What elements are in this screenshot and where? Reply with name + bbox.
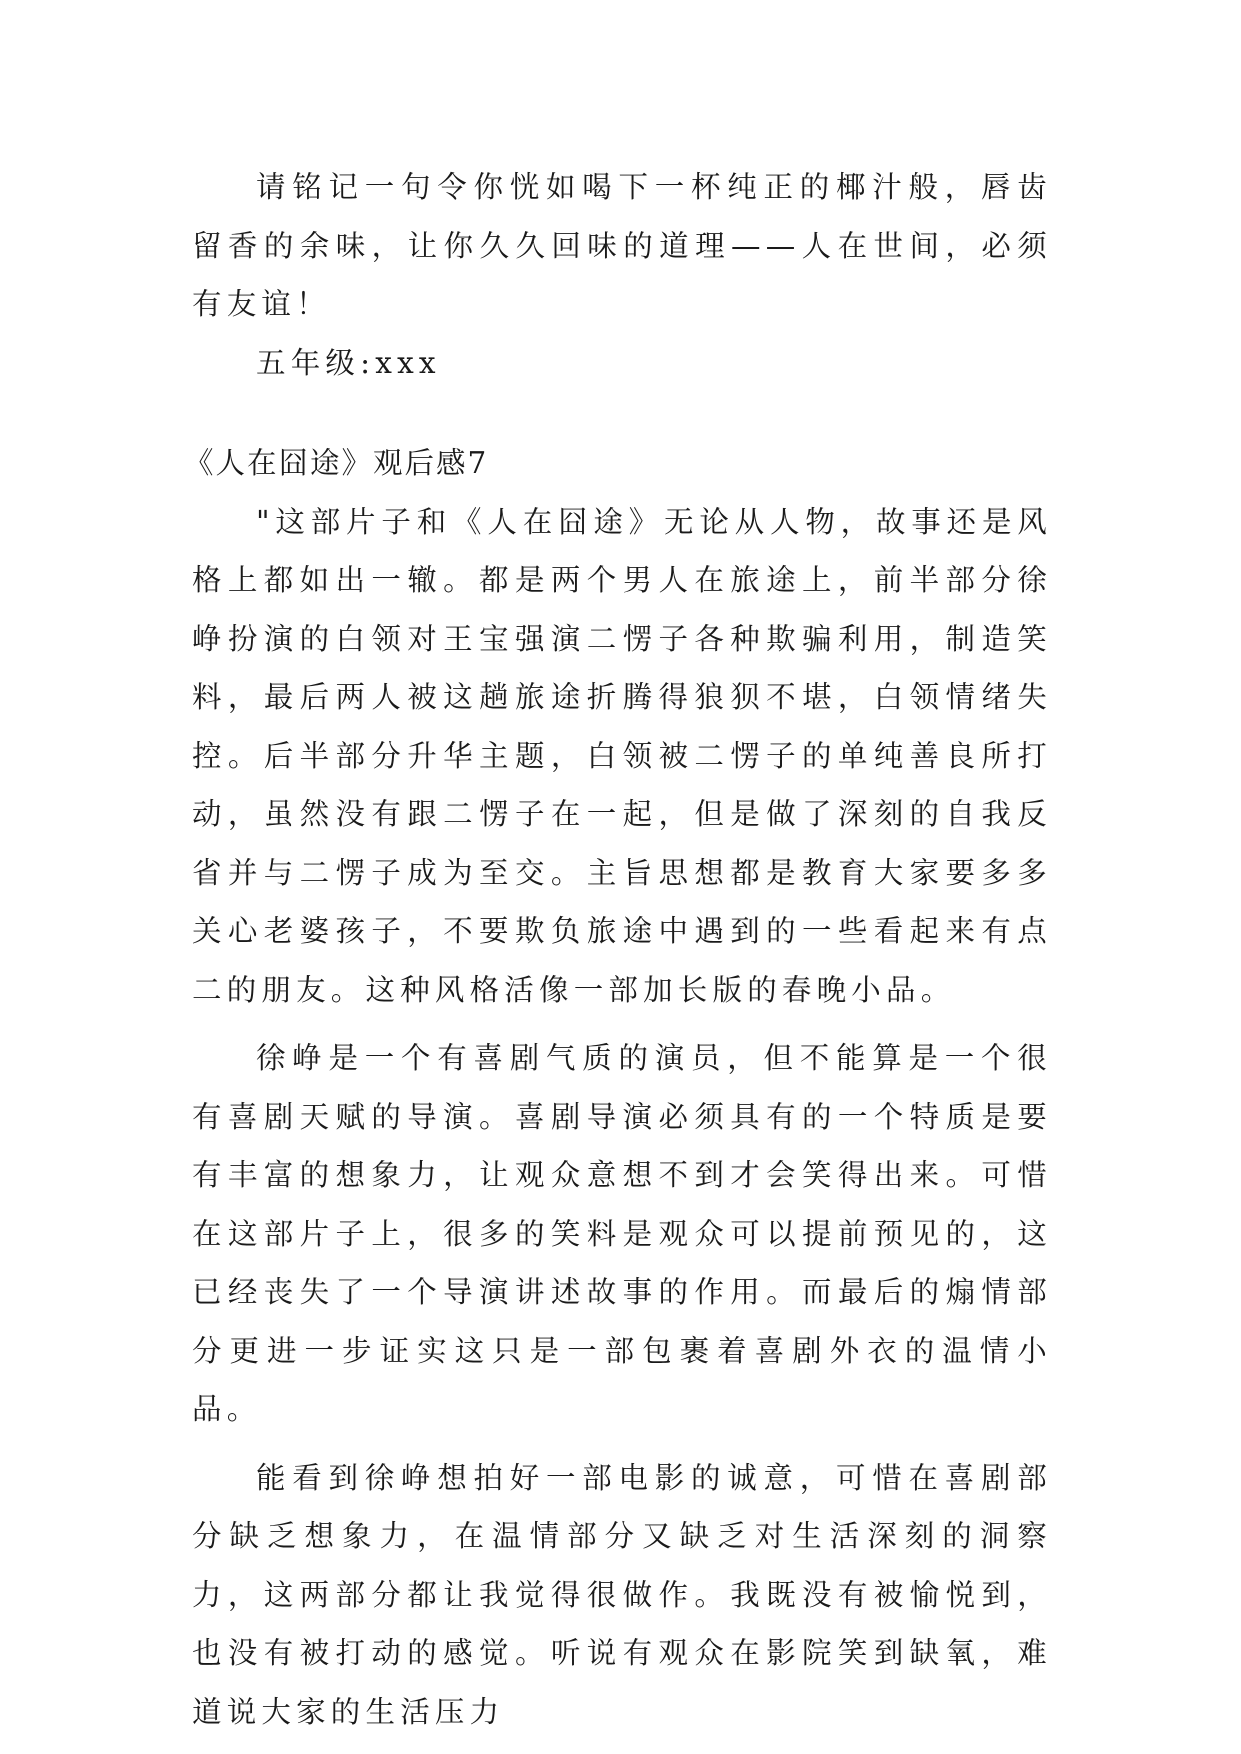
section-heading: 《人在囧途》观后感7 bbox=[184, 446, 489, 480]
document-body bbox=[184, 158, 1052, 1741]
intro-paragraph: 请铭记一句令你恍如喝下一杯纯正的椰汁般，唇齿留香的余味，让你久久回味的道理——人在世间，必须有友谊！ bbox=[192, 170, 1052, 321]
signature-line: 五年级:xxx bbox=[256, 345, 441, 380]
body-paragraph-3: 能看到徐峥想拍好一部电影的诚意，可惜在喜剧部分缺乏想象力，在温情部分又缺乏对生活深刻的洞察力，这两部分都让我觉得很做作。我既没有被愉悦到，也没有被打动的感觉。听说有观众在影院笑到缺氧，难道说大家的生活压力 bbox=[192, 1460, 1052, 1729]
body-paragraph-2: 徐峥是一个有喜剧气质的演员，但不能算是一个很有喜剧天赋的导演。喜剧导演必须具有的一个特质是要有丰富的想象力，让观众意想不到才会笑得出来。可惜在这部片子上，很多的笑料是观众可以提前预见的，这已经丧失了一个导演讲述故事的作用。而最后的煽情部分更进一步证实这只是一部包裹着喜剧外衣的温情小品。 bbox=[192, 1041, 1052, 1426]
body-paragraph-1: "这部片子和《人在囧途》无论从人物，故事还是风格上都如出一辙。都是两个男人在旅途上，前半部分徐峥扮演的白领对王宝强演二愣子各种欺骗利用，制造笑料，最后两人被这趟旅途折腾得狼狈不堪，白领情绪失控。后半部分升华主题，白领被二愣子的单纯善良所打动，虽然没有跟二愣子在一起，但是做了深刻的自我反省并与二愣子成为至交。主旨思想都是教育大家要多多关心老婆孩子，不要欺负旅途中遇到的一些看起来有点二的朋友。这种风格活像一部加长版的春晚小品。 bbox=[192, 504, 1052, 1007]
